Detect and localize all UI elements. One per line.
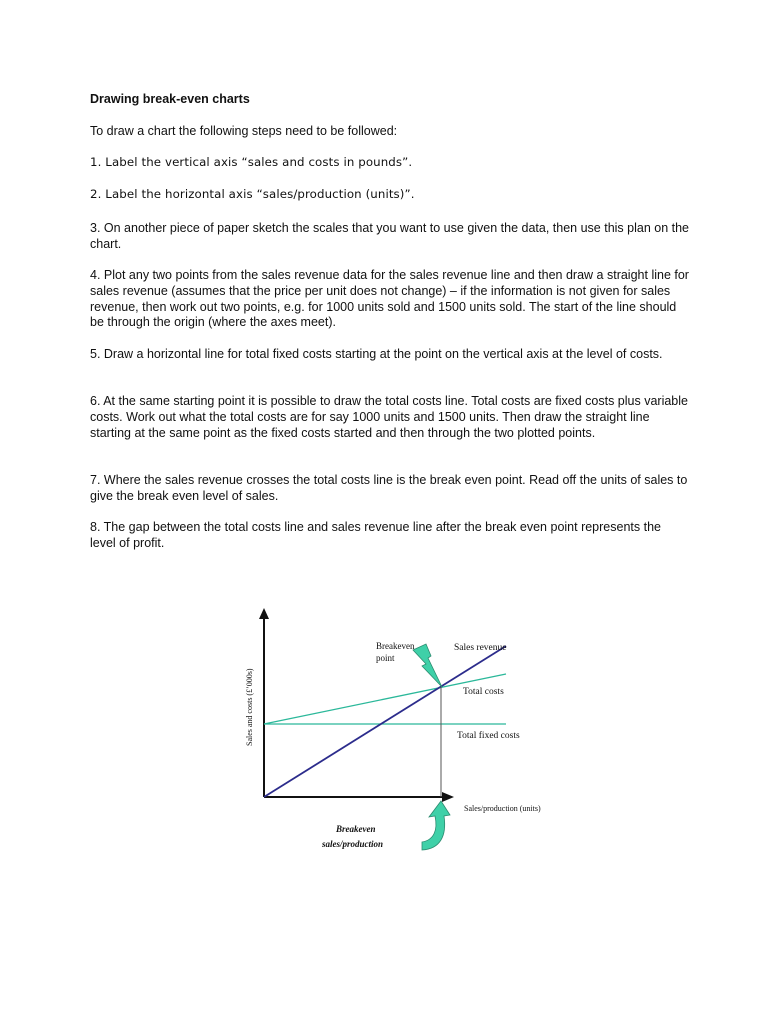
break-even-diagram [236,604,576,854]
step-2: 2. Label the horizontal axis “sales/production (units)”. [90,187,415,201]
y-axis-arrow-icon [259,608,269,619]
breakeven-point-label-2: point [376,653,395,663]
step-7: 7. Where the sales revenue crosses the total costs line is the break even point. Read off the units of sales to give the break even level of sales. [90,473,688,503]
step-4: 4. Plot any two points from the sales revenue data for the sales revenue line and then draw a straight line for sales revenue (assumes that the price per unit does not change) – if the information is not given for sales revenue, then work out two points, e.g. for 1000 units sold and 1500 units sold. The start of the line should be through the origin (where the axes meet). [90,268,689,330]
x-axis-label: Sales/production (units) [464,804,541,813]
step-1: 1. Label the vertical axis “sales and costs in pounds”. [90,155,413,169]
step-5: 5. Draw a horizontal line for total fixed costs starting at the point on the vertical axis at the level of costs. [90,347,663,361]
breakeven-point-label: Breakeven [376,641,415,651]
breakeven-point-arrow-icon [413,644,442,687]
breakeven-production-label-2: sales/production [322,839,384,849]
breakeven-sales-arrow-icon [422,801,450,850]
y-axis-label: Sales and costs (£’000s) [245,668,254,746]
step-6: 6. At the same starting point it is possible to draw the total costs line. Total costs are fixed costs plus variable costs. Work out what the total costs are for say 1000 units and 1500 units. Then draw the straight line starting at the same point as the fixed costs started and then through the two plotted points. [90,394,688,440]
x-axis-arrow-icon [442,792,454,802]
step-3: 3. On another piece of paper sketch the scales that you want to use given the data, then use this plan on the chart. [90,221,690,251]
breakeven-production-label: Breakeven [336,824,376,834]
total-costs-line [264,674,506,724]
total-fixed-costs-label: Total fixed costs [457,731,520,741]
page-title: Drawing break-even charts [90,92,250,106]
intro-paragraph: To draw a chart the following steps need to be followed: [90,124,398,138]
sales-revenue-label: Sales revenue [454,643,507,653]
step-8: 8. The gap between the total costs line and sales revenue line after the break even point represents the level of profit. [90,520,661,550]
sales-revenue-line [264,646,506,797]
total-costs-label: Total costs [463,687,504,697]
